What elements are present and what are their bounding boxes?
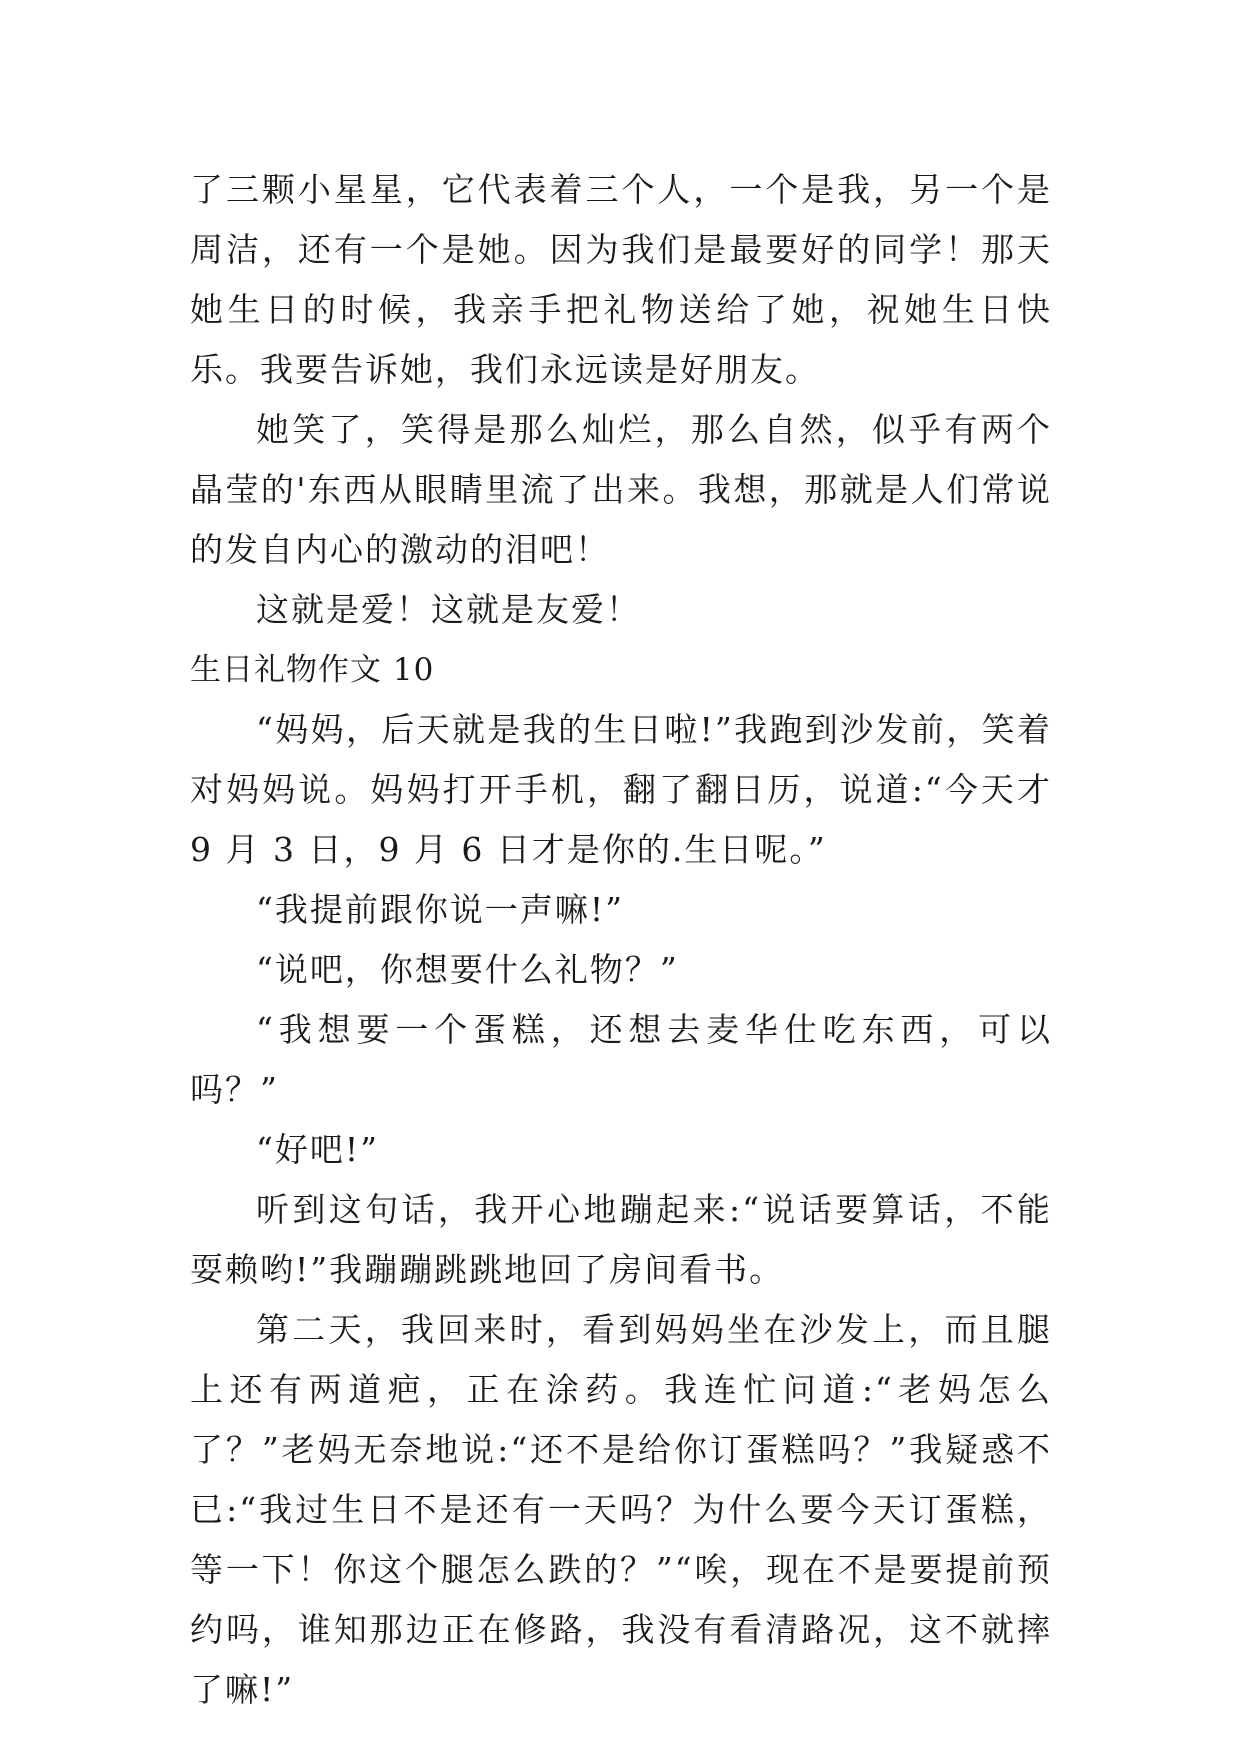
paragraph-dialogue-what-gift: “说吧，你想要什么礼物？” (256, 950, 679, 989)
paragraph-happy-reaction: 听到这句话，我开心地蹦起来:“说话要算话，不能耍赖哟!”我蹦蹦跳跳地回了房间看书。 (190, 1190, 1052, 1289)
paragraph-dialogue-tell-early: “我提前跟你说一声嘛!” (256, 890, 625, 929)
paragraph-dialogue-cake-request: “我想要一个蛋糕，还想去麦华仕吃东西，可以吗？” (190, 1010, 1052, 1109)
section-heading: 生日礼物作文 10 (190, 652, 435, 688)
paragraph-dialogue-agree: “好吧!” (256, 1130, 380, 1169)
paragraph-birthday-announcement: “妈妈，后天就是我的生日啦!”我跑到沙发前，笑着对妈妈说。妈妈打开手机，翻了翻日历，说道:“今天才 9 月 3 日，9 月 6 日才是你的.生日呢。” (190, 710, 1052, 869)
paragraph-friendship: 这就是爱！这就是友爱！ (256, 590, 641, 629)
document-body (190, 160, 1052, 1720)
paragraph-her-smile: 她笑了，笑得是那么灿烂，那么自然，似乎有两个晶莹的'东西从眼睛里流了出来。我想，那就是人们常说的发自内心的激动的泪吧！ (190, 410, 1052, 569)
paragraph-story-ending: 了三颗小星星，它代表着三个人，一个是我，另一个是周洁，还有一个是她。因为我们是最要好的同学！那天她生日的时候，我亲手把礼物送给了她，祝她生日快乐。我要告诉她，我们永远读是好朋友。 (190, 170, 1052, 389)
paragraph-next-day: 第二天，我回来时，看到妈妈坐在沙发上，而且腿上还有两道疤，正在涂药。我连忙问道:“老妈怎么了？”老妈无奈地说:“还不是给你订蛋糕吗？”我疑惑不已:“我过生日不是还有一天吗？为什么要今天订蛋糕，等一下！你这个腿怎么跌的？”“唉，现在不是要提前预约吗，谁知那边正在修路，我没有看清路况，这不就摔了嘛!” (190, 1310, 1052, 1709)
